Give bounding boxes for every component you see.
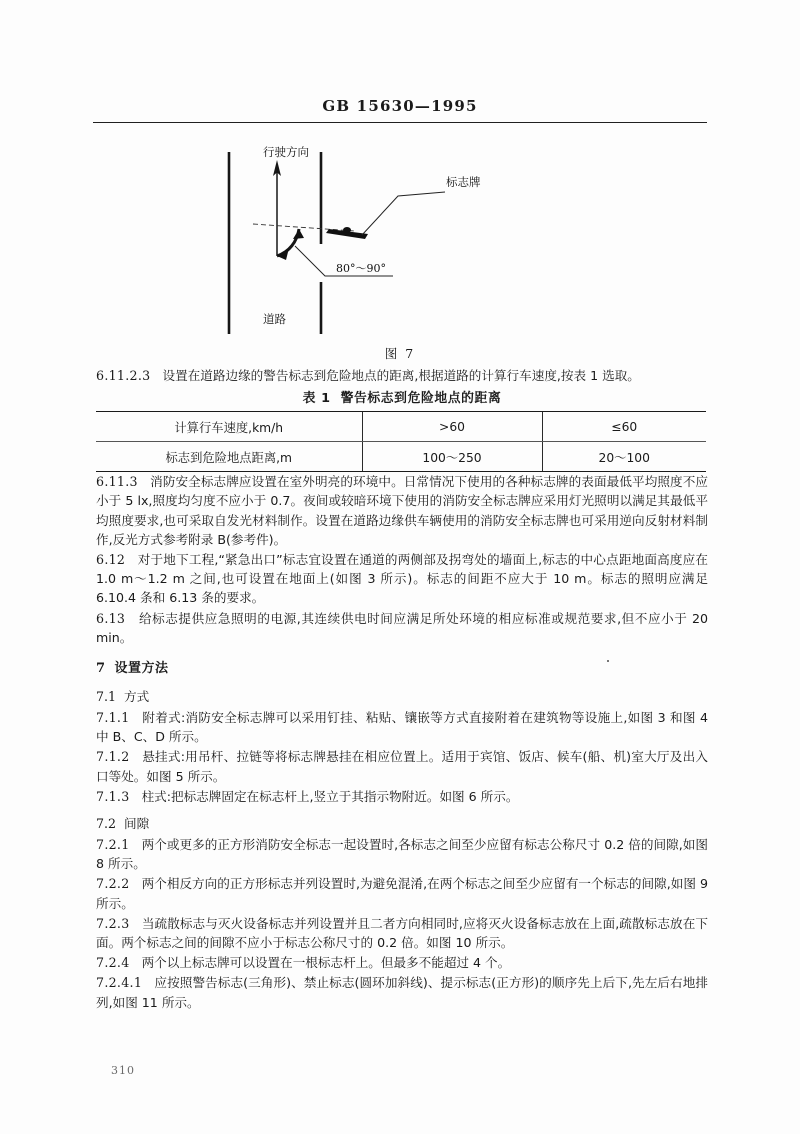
- page-number: 310: [111, 1064, 135, 1077]
- clause-text: 给标志提供应急照明的电源,其连续供电时间应满足所处环境的相应标准或规范要求,但不应小于 20 min。: [96, 610, 708, 645]
- clause-number: 6.11.2.3: [96, 368, 151, 383]
- table-row-header: 标志到危险地点距离,m: [96, 442, 362, 472]
- section-heading-7-1: [96, 687, 708, 706]
- figure-7: [93, 134, 707, 362]
- clause-text: 两个相反方向的正方形标志并列设置时,为避免混淆,在两个标志之间至少应留有一个标志的间隙,如图 9 所示。: [96, 876, 708, 911]
- page-speck: [607, 660, 609, 662]
- section-number: 7: [96, 661, 106, 677]
- clause-6-11-3: [96, 472, 708, 549]
- clause-7-2-2: [96, 874, 708, 912]
- clause-number: 6.13: [96, 610, 126, 626]
- clause-number: 7.2.3: [96, 915, 130, 931]
- clause-number: 7.2.2: [96, 876, 130, 892]
- section-number: 7.1: [96, 689, 117, 705]
- table-cell: ≤60: [542, 412, 706, 442]
- clause-number: 7.1.1: [96, 710, 130, 726]
- clause-7-2-1: [96, 835, 708, 873]
- clause-7-1-1: [96, 708, 708, 746]
- clause-number: 6.11.3: [96, 474, 138, 490]
- figure-label-sign: 标志牌: [446, 175, 481, 189]
- table-1-label: 表 1: [302, 391, 331, 407]
- clause-text: 柱式:把标志牌固定在标志杆上,竖立于其指示物附近。如图 6 所示。: [141, 788, 519, 804]
- clause-text: 两个以上标志牌可以设置在一根标志杆上。但最多不能超过 4 个。: [141, 955, 511, 971]
- figure-label-road: 道路: [263, 312, 286, 326]
- clause-text: 两个或更多的正方形消防安全标志一起设置时,各标志之间至少应留有标志公称尺寸 0.2 倍的间隙,如图 8 所示。: [96, 837, 708, 872]
- standard-code: GB 15630—1995: [322, 97, 478, 115]
- table-row: [96, 412, 706, 442]
- clause-number: 7.1.2: [96, 749, 130, 765]
- section-number: 7.2: [96, 816, 117, 832]
- clause-number: 7.2.4.1: [96, 975, 143, 991]
- clause-number: 7.2.4: [96, 955, 130, 971]
- table-row: [96, 442, 706, 472]
- table-1: [96, 411, 706, 472]
- clause-text: 应按照警告标志(三角形)、禁止标志(圆环加斜线)、提示标志(正方形)的顺序先上后下,先左后右地排列,如图 11 所示。: [96, 975, 708, 1010]
- figure-label-direction: 行驶方向: [263, 145, 309, 159]
- clause-number: 7.2.1: [96, 837, 130, 853]
- header-rule: [93, 122, 707, 123]
- document-header: [93, 96, 707, 115]
- clause-number: 7.1.3: [96, 788, 130, 804]
- clause-text: 当疏散标志与灭火设备标志并列设置并且二者方向相同时,应将灭火设备标志放在上面,疏散标志放在下面。两个标志之间的间隙不应小于标志公称尺寸的 0.2 倍。如图 10 所示。: [96, 915, 708, 951]
- section-title: 间隙: [124, 816, 150, 832]
- table-cell: 20～100: [542, 442, 706, 472]
- table-cell: >60: [362, 412, 542, 442]
- clause-7-2-4-1: [96, 973, 708, 1011]
- section-title: 方式: [124, 689, 150, 705]
- clause-7-2-3: [96, 914, 708, 952]
- clause-text: 附着式:消防安全标志牌可以采用钉挂、粘贴、镶嵌等方式直接附着在建筑物等设施上,如图 3 和图 4 中 B、C、D 所示。: [96, 710, 708, 745]
- table-row-header: 计算行车速度,km/h: [96, 412, 362, 442]
- clause-text: 消防安全标志牌应设置在室外明亮的环境中。日常情况下使用的各种标志牌的表面最低平均照度不应小于 5 lx,照度均匀度不应小于 0.7。夜间或较暗环境下使用的消防安全标志牌应采用灯光照明以满足其最低平均照度要求,也可采取自发光材料制作。设置在道路边缘供车辆使用的消防安全标志牌也可采用逆向反射材料制作,反光方式参考附录 B(参考件)。: [96, 474, 709, 547]
- clause-number: 6.12: [96, 552, 126, 568]
- clause-6-13: [96, 609, 708, 647]
- clause-6-11-2-3: [96, 366, 708, 385]
- clause-text: 悬挂式:用吊杆、拉链等将标志牌悬挂在相应位置上。适用于宾馆、饭店、候车(船、机)室大厅及出入口等处。如图 5 所示。: [96, 749, 708, 784]
- clause-7-1-3: [96, 787, 708, 806]
- table-cell: 100～250: [362, 442, 542, 472]
- clause-text: 设置在道路边缘的警告标志到危险地点的距离,根据道路的计算行车速度,按表 1 选取。: [162, 368, 640, 383]
- figure-caption: 图 7: [384, 346, 416, 361]
- document-body: [96, 366, 708, 1013]
- clause-7-2-4: [96, 953, 708, 972]
- clause-6-12: [96, 550, 708, 608]
- section-heading-7: [96, 660, 708, 678]
- clause-7-1-2: [96, 747, 708, 785]
- table-1-heading: 警告标志到危险地点的距离: [340, 391, 502, 407]
- section-heading-7-2: [96, 814, 708, 833]
- figure-label-angle: 80°～90°: [336, 262, 386, 275]
- section-title: 设置方法: [114, 661, 169, 677]
- clause-text: 对于地下工程,“紧急出口”标志宜设置在通道的两侧部及拐弯处的墙面上,标志的中心点距地面高度应在 1.0 m～1.2 m 之间,也可设置在地面上(如图 3 所示)。标志的间距不应大于 10 m。标志的照明应满足 6.10.4 条和 6.13 条的要求。: [96, 552, 708, 606]
- table-1-title: [96, 387, 708, 406]
